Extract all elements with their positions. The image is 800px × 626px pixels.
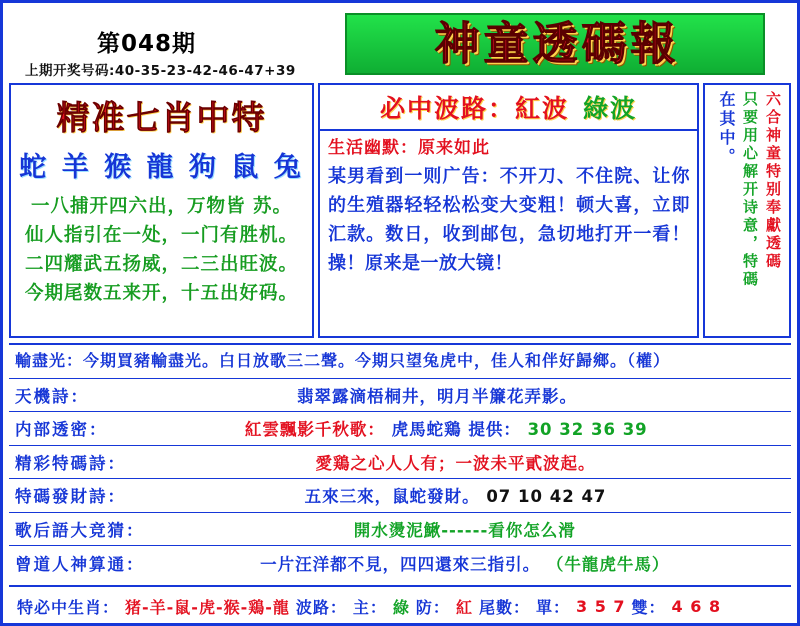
bottom-main-label: 主： [352, 597, 387, 617]
verse-rows [9, 343, 791, 585]
bottom-wave-label: 波路： [295, 597, 347, 617]
verse-line: 今期尾数五来开，十五出好码。 [24, 283, 298, 304]
table-row [9, 412, 791, 446]
zeng-dao-ren-text: 一片汪洋都不見，四四還來三指引。 [260, 554, 541, 574]
left-panel-zodiacs: 蛇 羊 猴 龍 狗 鼠 兔 [19, 152, 304, 183]
bottom-even-value: 4 6 8 [671, 596, 722, 616]
joke-title: 生活幽默：原来如此 [328, 138, 490, 158]
issue-number: 第048期 [97, 31, 197, 57]
zeng-dao-ren-content [145, 551, 786, 575]
bottom-label: 特必中生肖： [17, 597, 120, 617]
verse-line: 仙人指引在一处，一门有胜机。 [24, 225, 298, 246]
zeng-dao-ren-label: 曾道人神算通： [15, 554, 145, 574]
left-panel-verses [11, 192, 312, 308]
wave-label: 必中波路： [379, 94, 515, 123]
shu-jin-guang-label: 輸盡光： [15, 351, 84, 371]
middle-band [9, 83, 791, 341]
previous-draw-numbers: 上期开奖号码:40-35-23-42-46-47+39 [25, 63, 296, 79]
table-row [9, 379, 791, 413]
nei-bu-tou-mi-numbers: 30 32 36 39 [527, 420, 648, 440]
right-panel-col-1: 六合神童特别奉獻透碼 [764, 91, 782, 271]
header-area [7, 7, 793, 79]
bottom-zodiacs: 猪-羊-鼠-虎-猴-鶏-龍 [125, 597, 290, 617]
tian-ji-shi-text: 翡翠露滴梧桐井，明月半簾花弄影。 [297, 386, 577, 406]
bottom-def-label: 防： [415, 597, 450, 617]
left-panel-title: 精准七肖中特 [56, 98, 267, 137]
te-ma-fa-cai-shi-text: 五來三來，鼠蛇發財。 [304, 487, 480, 507]
jing-cai-te-ma-shi-text: 愛鶏之心人人有；一波未平貳波起。 [315, 453, 596, 473]
tian-ji-shi-label: 天機詩： [15, 386, 89, 406]
shu-jin-guang-row [15, 345, 670, 377]
nei-bu-tou-mi-label: 内部透密： [15, 420, 108, 440]
bottom-odd-label: 單： [535, 597, 570, 617]
te-ma-fa-cai-shi-label: 特碼發財詩： [15, 487, 126, 507]
table-row [9, 479, 791, 513]
te-ma-fa-cai-shi-numbers: 07 10 42 47 [486, 487, 607, 507]
table-row [9, 446, 791, 480]
table-row [9, 546, 791, 580]
ge-hou-yu-text: 開水燙泥鰍------看你怎么滑 [353, 520, 576, 540]
nei-bu-tou-mi-green: 虎馬蛇鶏 提供： [391, 420, 521, 440]
wave-red-label: 紅波 [514, 94, 569, 123]
verse-line: 二四耀武五扬威，二三出旺波。 [24, 254, 298, 275]
bottom-def-value: 紅 [455, 597, 473, 617]
table-row [9, 513, 791, 547]
left-panel [9, 83, 314, 338]
bottom-summary-row [9, 585, 791, 625]
bottom-main-value: 綠 [392, 597, 410, 617]
bottom-tail-label: 尾數： [478, 597, 530, 617]
bottom-odd-value: 3 5 7 [575, 596, 626, 616]
ge-hou-yu-label: 歌后語大竞猜： [15, 520, 145, 540]
jing-cai-te-ma-shi-label: 精彩特碼詩： [15, 453, 126, 473]
nei-bu-tou-mi-content [108, 416, 786, 440]
bottom-even-label: 雙： [631, 597, 666, 617]
right-panel-col-2: 只要用心解开诗意，特碼 [741, 91, 759, 289]
verse-line: 一八捕开四六出，万物皆 苏。 [31, 196, 292, 217]
te-ma-fa-cai-shi-content [126, 483, 785, 507]
zeng-dao-ren-bracket: （牛龍虎牛馬） [546, 554, 670, 574]
right-panel [703, 83, 791, 338]
shu-jin-guang-text: 今期買豬輸盡光。白日放歌三二聲。今期只望兔虎中，佳人和伴好歸鄉。（權） [83, 351, 671, 371]
joke-body: 某男看到一则广告：不开刀、不住院、让你的生殖器轻轻松松变大变粗！顿大喜，立即汇款。数日，收到邮包，急切地打开一看！操！原来是一放大镜！ [328, 166, 690, 274]
table-row [9, 345, 791, 379]
wave-green-label: 綠波 [583, 94, 638, 123]
nei-bu-tou-mi-red: 紅雲飄影千秋歌： [244, 420, 385, 440]
wave-header [320, 85, 697, 131]
masthead-title: 神童透碼報 [434, 17, 680, 70]
center-panel [318, 83, 699, 338]
right-panel-col-3: 在其中。 [717, 91, 736, 167]
